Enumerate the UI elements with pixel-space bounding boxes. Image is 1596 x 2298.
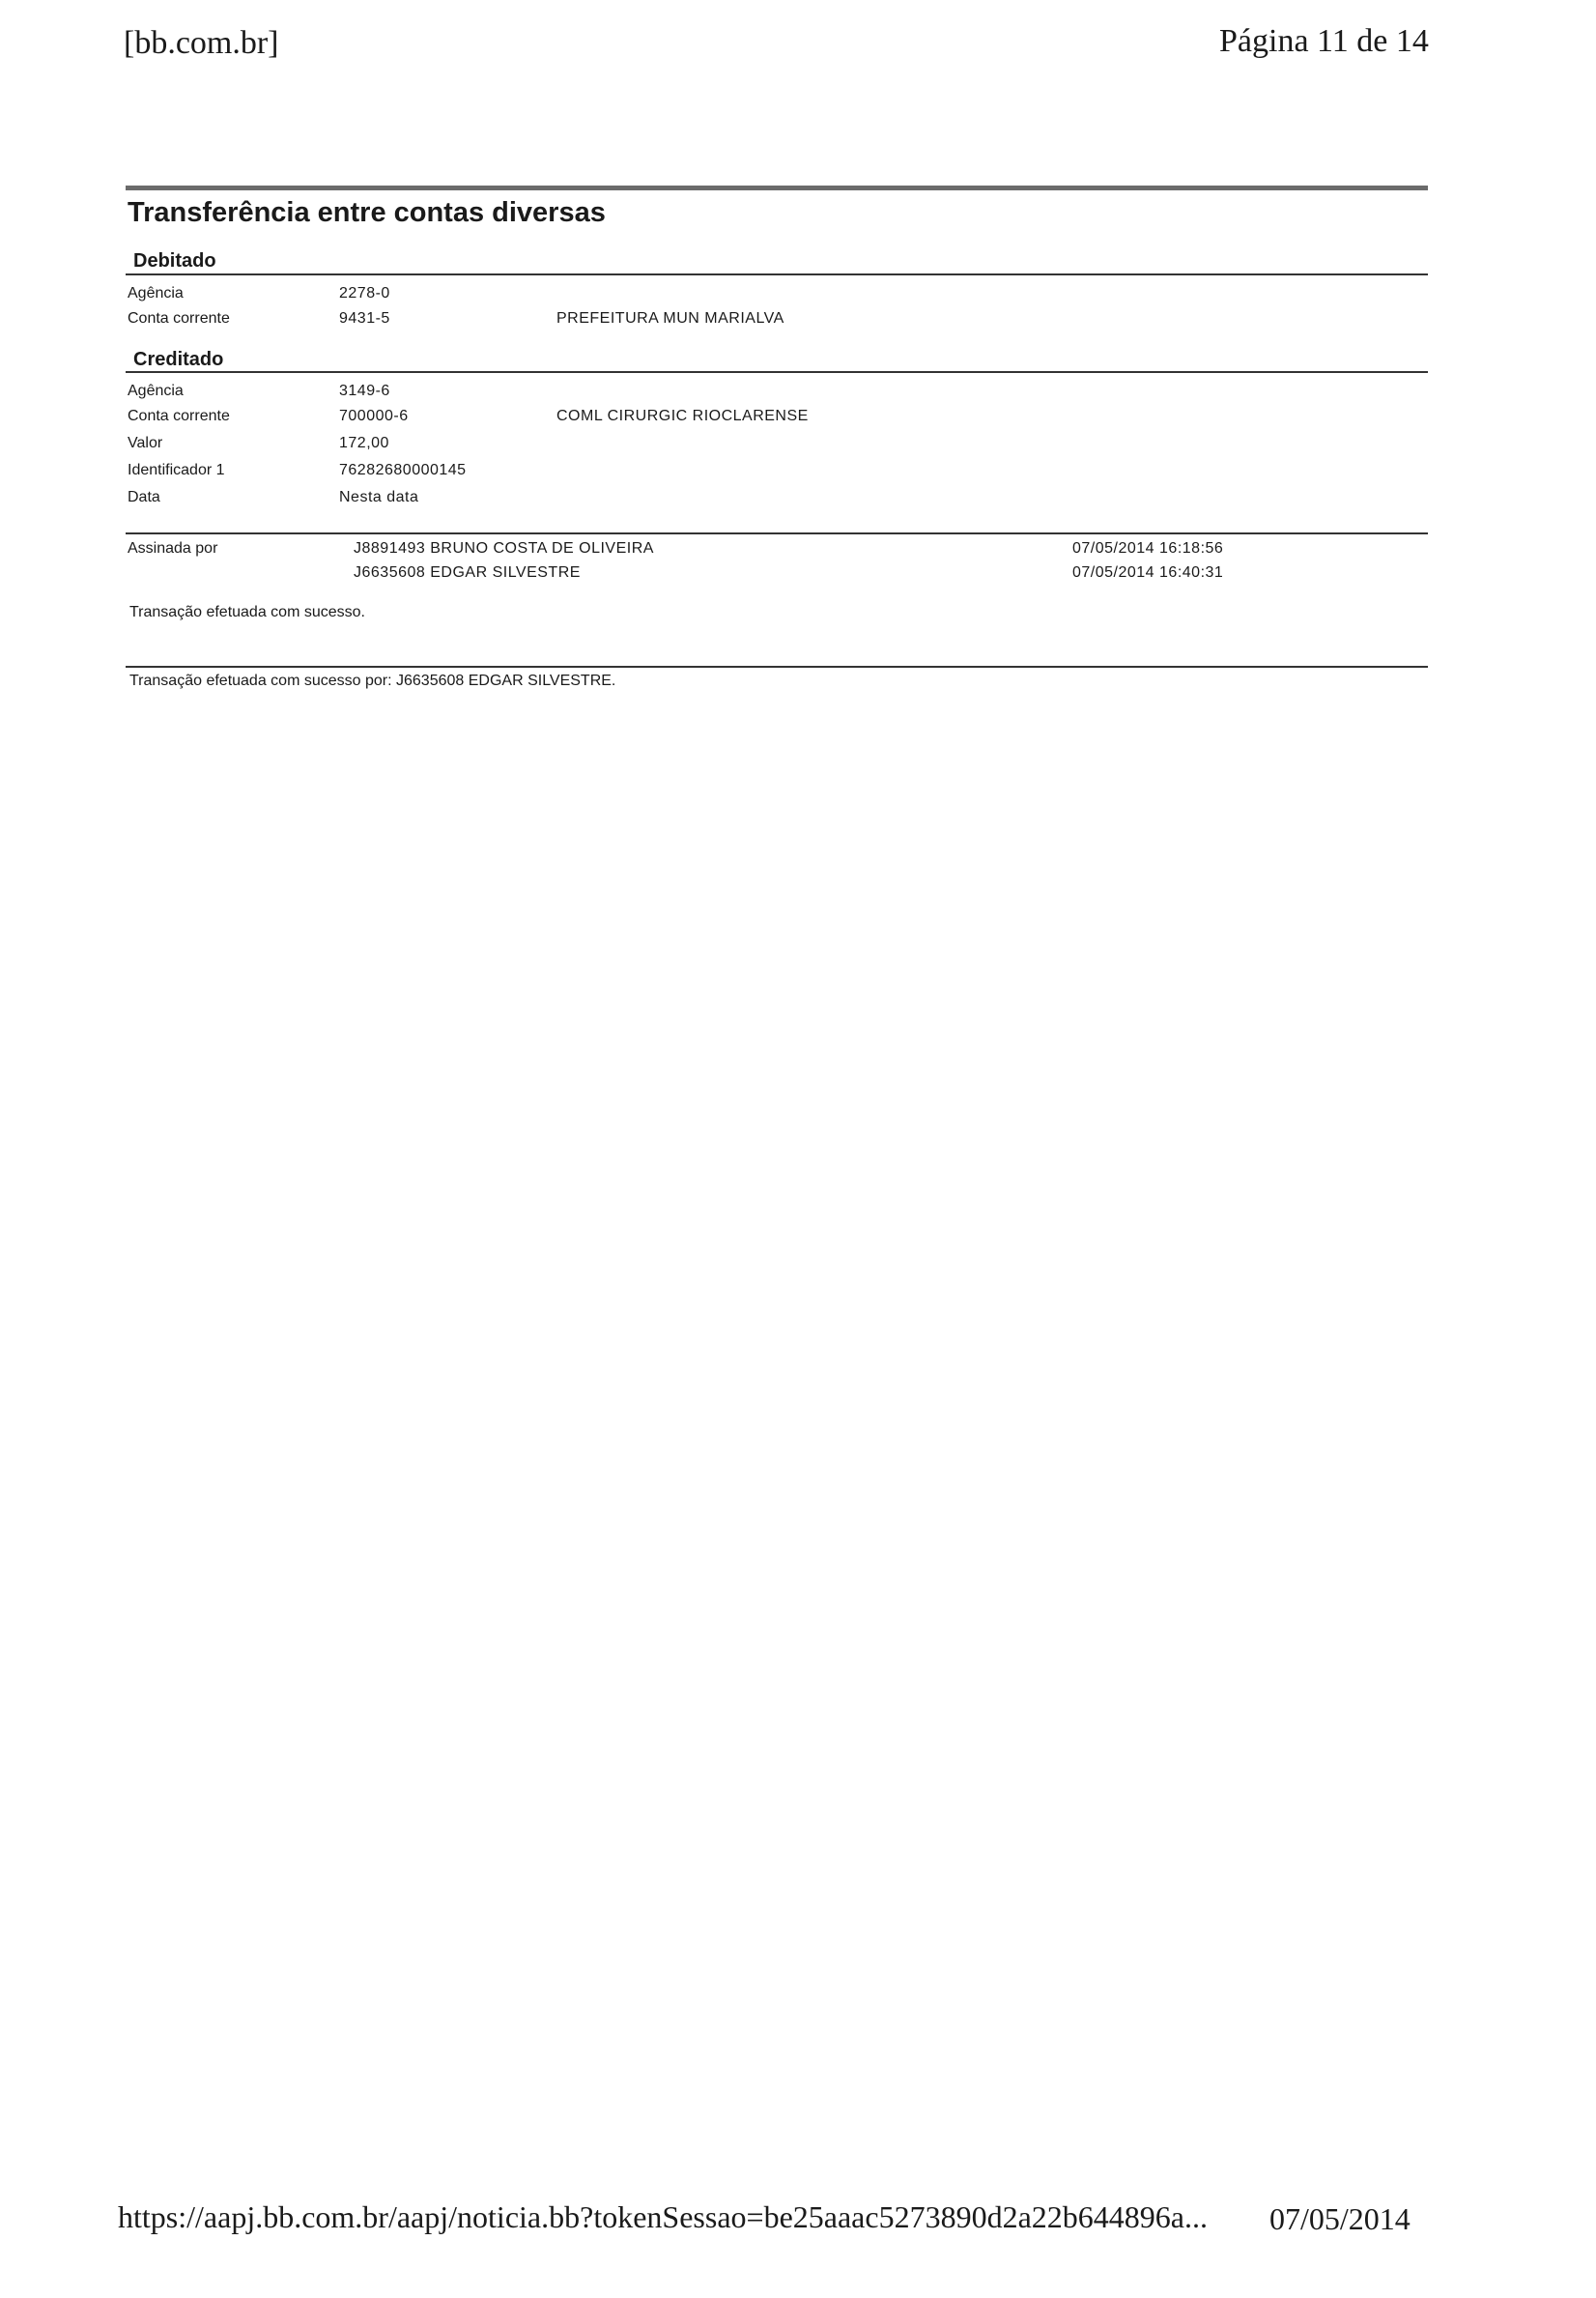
debitado-heading: Debitado <box>133 250 216 272</box>
footer-date: 07/05/2014 <box>1269 2201 1411 2236</box>
data-label: Data <box>128 489 160 505</box>
data-value: Nesta data <box>339 489 419 505</box>
status-message: Transação efetuada com sucesso. <box>129 604 365 620</box>
debitado-titular: PREFEITURA MUN MARIALVA <box>556 310 784 327</box>
footer-url: https://aapj.bb.com.br/aapj/noticia.bb?tokenSessao=be25aaac5273890d2a22b644896a... <box>118 2199 1208 2234</box>
page-number: Página 11 de 14 <box>1219 23 1429 59</box>
identificador-label: Identificador 1 <box>128 462 225 478</box>
debitado-conta-label: Conta corrente <box>128 310 230 327</box>
debitado-agencia-value: 2278-0 <box>339 285 390 302</box>
signer-2: J6635608 EDGAR SILVESTRE <box>354 564 581 581</box>
creditado-conta-label: Conta corrente <box>128 408 230 424</box>
signer-1-datetime: 07/05/2014 16:18:56 <box>1072 540 1224 557</box>
title-rule <box>126 186 1428 190</box>
site-label: [bb.com.br] <box>124 25 279 61</box>
assinada-por-label: Assinada por <box>128 540 218 557</box>
status-footer-message: Transação efetuada com sucesso por: J6635608 EDGAR SILVESTRE. <box>129 673 616 689</box>
signatures-rule <box>126 532 1428 534</box>
creditado-titular: COML CIRURGIC RIOCLARENSE <box>556 408 809 424</box>
creditado-conta-value: 700000-6 <box>339 408 409 424</box>
creditado-agencia-value: 3149-6 <box>339 383 390 399</box>
debitado-agencia-label: Agência <box>128 285 184 302</box>
creditado-agencia-label: Agência <box>128 383 184 399</box>
signer-2-datetime: 07/05/2014 16:40:31 <box>1072 564 1224 581</box>
signer-1: J8891493 BRUNO COSTA DE OLIVEIRA <box>354 540 654 557</box>
valor-value: 172,00 <box>339 435 389 451</box>
status-rule <box>126 666 1428 668</box>
debitado-rule <box>126 273 1428 275</box>
identificador-value: 76282680000145 <box>339 462 467 478</box>
debitado-conta-value: 9431-5 <box>339 310 390 327</box>
valor-label: Valor <box>128 435 163 451</box>
creditado-rule <box>126 371 1428 373</box>
page-title: Transferência entre contas diversas <box>128 197 606 228</box>
creditado-heading: Creditado <box>133 349 224 370</box>
